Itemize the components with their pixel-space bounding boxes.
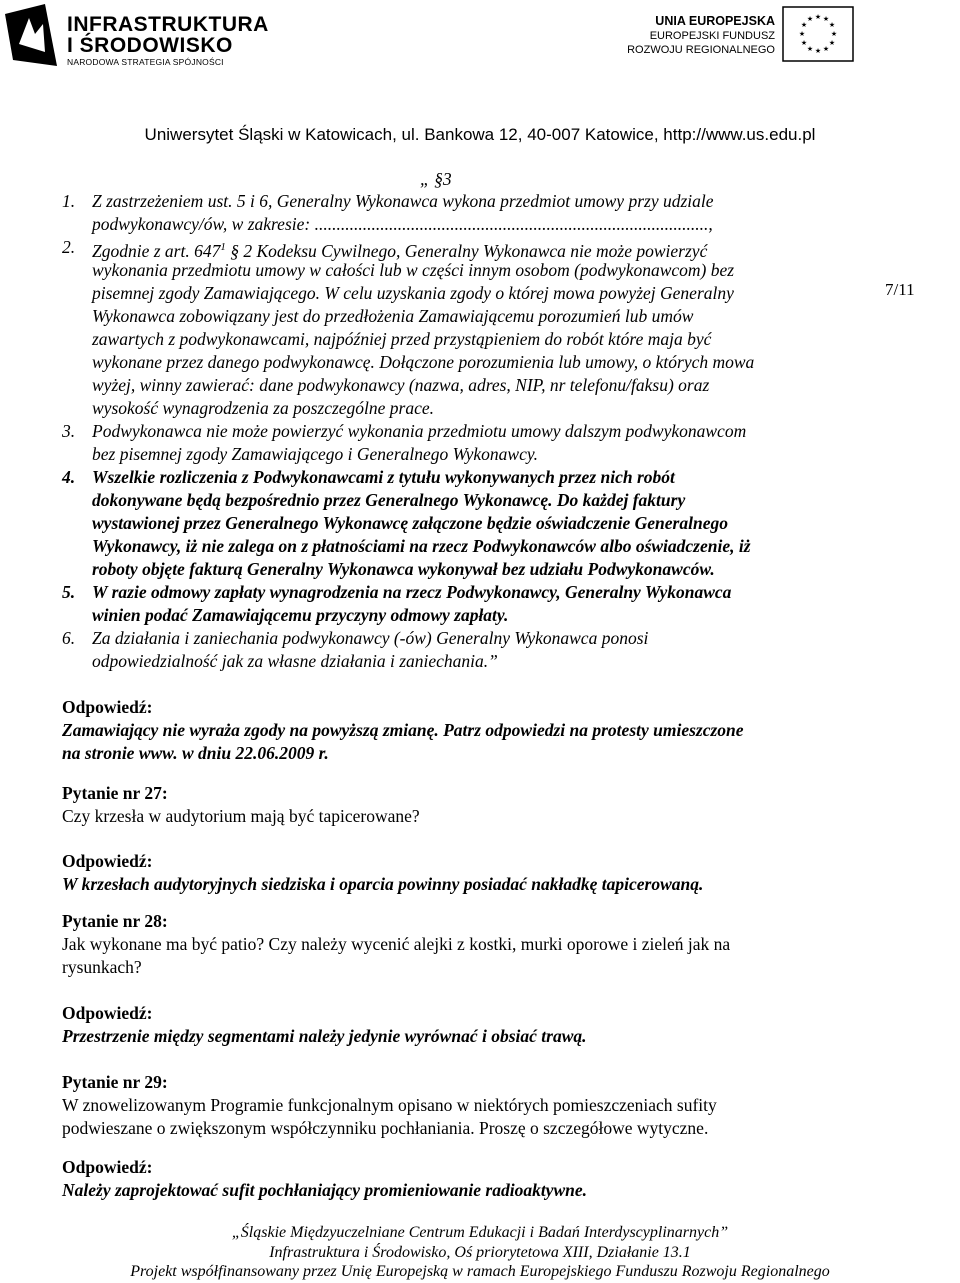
item-number: 5. xyxy=(62,582,76,602)
footer-line: Projekt współfinansowany przez Unię Europejską w ramach Europejskiego Funduszu Rozwoju Regionalnego xyxy=(130,1263,830,1280)
svg-text:★: ★ xyxy=(798,30,806,38)
svg-text:★: ★ xyxy=(828,21,836,29)
paragraph-line: roboty objęte fakturą Generalny Wykonawca wykonywał bez udziału Podwykonawców. xyxy=(92,559,715,579)
page-number: 7/11 xyxy=(885,280,915,299)
paragraph-line: Podwykonawca nie może powierzyć wykonania przedmiotu umowy dalszym podwykonawcom xyxy=(92,421,747,441)
paragraph-line: Za działania i zaniechania podwykonawcy (-ów) Generalny Wykonawca ponosi xyxy=(92,628,649,648)
footer-line: „Śląskie Międzyuczelniane Centrum Edukacji i Badań Interdyscyplinarnych” xyxy=(231,1224,729,1241)
paragraph-line: W razie odmowy zapłaty wynagrodzenia na rzecz Podwykonawcy, Generalny Wykonawca xyxy=(92,582,732,602)
svg-text:★: ★ xyxy=(814,47,822,55)
paragraph-line: Z zastrzeżeniem ust. 5 i 6, Generalny Wykonawca wykona przedmiot umowy przy udziale xyxy=(92,191,714,211)
paragraph-line: Wykonawca zobowiązany jest do przedłożenia Zamawiającemu porozumień lub umów xyxy=(92,306,694,326)
svg-text:★: ★ xyxy=(822,15,830,23)
question-label: Pytanie nr 28: xyxy=(62,911,168,931)
svg-text:★: ★ xyxy=(814,13,822,21)
svg-text:★: ★ xyxy=(830,30,838,38)
item-number: 3. xyxy=(62,421,76,441)
svg-text:★: ★ xyxy=(822,45,830,53)
question-label: Pytanie nr 29: xyxy=(62,1072,168,1092)
item-number: 6. xyxy=(62,628,76,648)
answer-text: Przestrzenie między segmentami należy jedynie wyrównać i obsiać trawą. xyxy=(62,1026,587,1046)
paragraph-line: Wszelkie rozliczenia z Podwykonawcami z tytułu wykonywanych przez nich robót xyxy=(92,467,675,487)
question-text: Jak wykonane ma być patio? Czy należy wycenić alejki z kostki, murki oporowe i zieleń jak na xyxy=(62,934,731,954)
paragraph-line: podwykonawcy/ów, w zakresie: .........................................................................................., xyxy=(92,214,713,234)
question-text: rysunkach? xyxy=(62,957,142,977)
svg-text:★: ★ xyxy=(806,45,814,53)
eu-flag-icon xyxy=(782,6,854,62)
logo-title-line2: I ŚRODOWISKO xyxy=(67,34,233,57)
paragraph-line: zawartych z podwykonawcami, najpóźniej przed przystąpieniem do robót które maja być xyxy=(92,329,712,349)
answer-label: Odpowiedź: xyxy=(62,1003,153,1023)
footer-line: Infrastruktura i Środowisko, Oś priorytetowa XIII, Działanie 13.1 xyxy=(269,1244,691,1261)
item-number: 1. xyxy=(62,191,76,211)
infrastruktura-emblem-icon xyxy=(5,4,57,66)
eu-logo-line3: ROZWOJU REGIONALNEGO xyxy=(627,44,775,56)
paragraph-line: odpowiedzialność jak za własne działania i zaniechania.” xyxy=(92,651,498,671)
logo-title-line1: INFRASTRUKTURA xyxy=(67,13,269,36)
answer-label: Odpowiedź: xyxy=(62,697,153,717)
institution-address: Uniwersytet Śląski w Katowicach, ul. Bankowa 12, 40-007 Katowice, http://www.us.edu.pl xyxy=(144,125,816,144)
paragraph-line: wyżej, winny zawierać: dane podwykonawcy (nazwa, adres, NIP, nr telefonu/faksu) oraz xyxy=(92,375,710,395)
question-text: W znowelizowanym Programie funkcjonalnym opisano w niektórych pomieszczeniach sufity xyxy=(62,1095,717,1115)
section-mark: „ §3 xyxy=(420,169,452,189)
question-text: Czy krzesła w audytorium mają być tapicerowane? xyxy=(62,806,420,826)
svg-text:★: ★ xyxy=(800,39,808,47)
answer-text: W krzesłach audytoryjnych siedziska i oparcia powinny posiadać nakładkę tapicerowaną. xyxy=(62,874,704,894)
eu-logo-line2: EUROPEJSKI FUNDUSZ xyxy=(649,30,775,42)
answer-text: na stronie www. w dniu 22.06.2009 r. xyxy=(62,743,329,763)
answer-label: Odpowiedź: xyxy=(62,1157,153,1177)
svg-text:★: ★ xyxy=(828,39,836,47)
paragraph-line: pisemnej zgody Zamawiającego. W celu uzyskania zgody o której mowa powyżej Generalny xyxy=(92,283,734,303)
answer-text: Należy zaprojektować sufit pochłaniający promieniowanie radioaktywne. xyxy=(62,1180,587,1200)
text-run: § 2 Kodeksu Cywilnego, Generalny Wykonawca nie może powierzyć xyxy=(225,240,708,261)
answer-text: Zamawiający nie wyraża zgody na powyższą zmianę. Patrz odpowiedzi na protesty umieszczone xyxy=(62,720,744,740)
paragraph-line xyxy=(92,236,707,262)
svg-text:★: ★ xyxy=(806,15,814,23)
paragraph-line: wystawionej przez Generalnego Wykonawcę załączone będzie oświadczenie Generalnego xyxy=(92,513,728,533)
logo-subtitle: NARODOWA STRATEGIA SPÓJNOŚCI xyxy=(67,57,224,67)
item-number: 2. xyxy=(62,237,76,257)
paragraph-line: bez pisemnej zgody Zamawiającego i Generalnego Wykonawcy. xyxy=(92,444,539,464)
infrastruktura-logo xyxy=(5,2,269,72)
question-text: podwieszane o zwiększonym współczynniku pochłaniania. Proszę o szczegółowe wytyczne. xyxy=(62,1118,709,1138)
eu-logo-line1: UNIA EUROPEJSKA xyxy=(655,14,775,28)
superscript: 1 xyxy=(220,241,226,253)
text-run: Zgodnie z art. 647 xyxy=(92,240,221,261)
paragraph-line: Wykonawcy, iż nie zalega on z płatnościami na rzecz Podwykonawców albo oświadczenie, iż xyxy=(92,536,751,556)
eu-logo xyxy=(627,4,955,64)
paragraph-line: dokonywane będą bezpośrednio przez Generalnego Wykonawcę. Do każdej faktury xyxy=(92,490,686,510)
paragraph-line: winien podać Zamawiającemu przyczyny odmowy zapłaty. xyxy=(92,605,509,625)
paragraph-line: wykonane przez danego podwykonawcę. Dołączone porozumienia lub umowy, o których mowa xyxy=(92,352,755,372)
item-number: 4. xyxy=(62,467,76,487)
question-label: Pytanie nr 27: xyxy=(62,783,168,803)
answer-label: Odpowiedź: xyxy=(62,851,153,871)
svg-text:★: ★ xyxy=(800,21,808,29)
paragraph-line: wykonania przedmiotu umowy w całości lub w części innym osobom (podwykonawcom) bez xyxy=(92,260,735,280)
paragraph-line: wysokość wynagrodzenia za poszczególne prace. xyxy=(92,398,435,418)
